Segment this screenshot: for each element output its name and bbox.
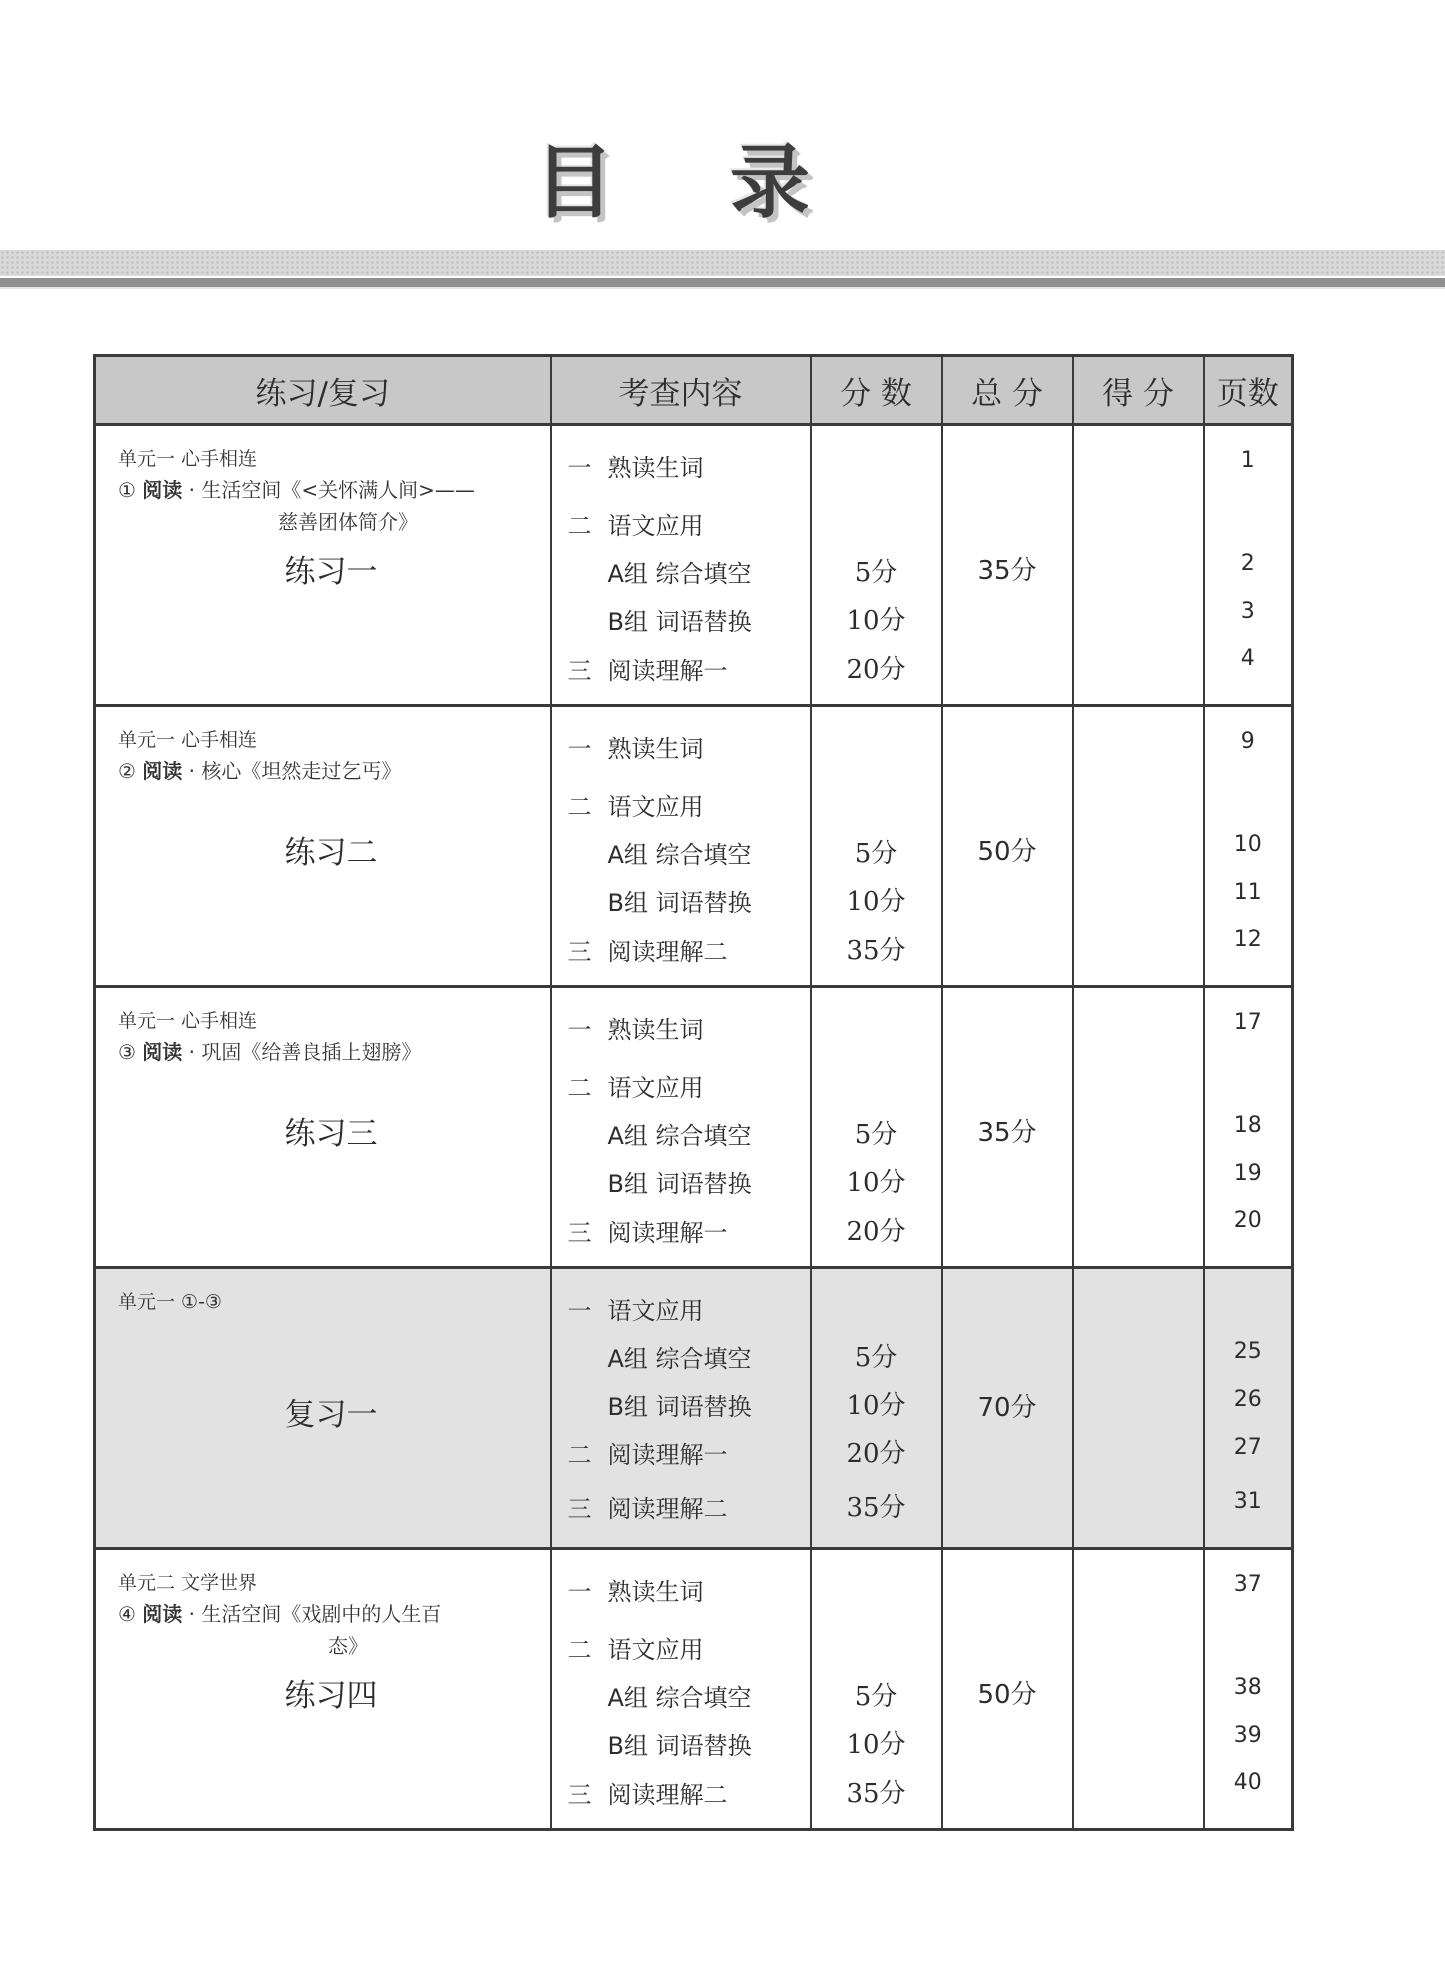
practice-cell (95, 425, 551, 706)
page-number: 11 (1233, 880, 1262, 905)
page-number: 1 (1240, 448, 1255, 473)
header-score: 分 数 (811, 356, 942, 425)
content-item (568, 1291, 704, 1326)
content-subitem: B组 词语替换 (607, 1393, 752, 1421)
page-number: 12 (1233, 927, 1262, 952)
content-item (568, 729, 704, 764)
page-number: 9 (1240, 729, 1255, 754)
item-score: 5分 (854, 1343, 898, 1373)
lesson-label (118, 1036, 538, 1068)
lesson-type: 阅读 (142, 1040, 183, 1064)
item-score: 10分 (846, 1730, 906, 1760)
lesson-title-continued: 态》 (328, 1634, 368, 1658)
total-cell (942, 987, 1073, 1268)
page-number: 26 (1233, 1387, 1262, 1412)
content-item-number: 三 (567, 1781, 592, 1809)
content-item-text: 语文应用 (607, 512, 704, 540)
content-item-number: 二 (567, 1441, 592, 1469)
lesson-label (118, 474, 538, 538)
content-item-number: 二 (567, 512, 592, 540)
content-item-number: 三 (567, 938, 592, 966)
total-cell (942, 1549, 1073, 1830)
content-item-text: 熟读生词 (607, 454, 704, 482)
total-cell (942, 1268, 1073, 1549)
item-score: 5分 (854, 1682, 898, 1712)
score-cell (811, 706, 942, 987)
table-row (95, 1549, 1293, 1830)
practice-cell (95, 1549, 551, 1830)
lesson-title: · 生活空间《<关怀满人间>—— (182, 478, 475, 502)
practice-name: 练习三 (284, 1116, 378, 1152)
content-subitem: A组 综合填空 (607, 560, 752, 588)
content-subitem: B组 词语替换 (607, 889, 752, 917)
item-score: 5分 (854, 1120, 898, 1150)
item-score: 35分 (846, 1493, 906, 1523)
lesson-label (118, 755, 538, 787)
header-page: 页数 (1204, 356, 1293, 425)
content-item-number: 三 (567, 657, 592, 685)
content-item (568, 1489, 728, 1524)
page-number: 18 (1233, 1113, 1262, 1138)
practice-name: 练习四 (284, 1678, 378, 1714)
page-cell (1204, 1268, 1293, 1549)
earned-cell (1073, 1268, 1204, 1549)
content-cell (551, 706, 811, 987)
lesson-label (118, 1598, 538, 1662)
practice-cell (95, 987, 551, 1268)
total-cell (942, 706, 1073, 987)
content-item-number: 三 (567, 1495, 592, 1523)
item-score: 20分 (846, 655, 906, 685)
lesson-type: 阅读 (142, 478, 183, 502)
table-header-row (95, 356, 1293, 425)
page-number: 39 (1233, 1723, 1262, 1748)
content-item (568, 1630, 704, 1665)
page-cell (1204, 706, 1293, 987)
lesson-type: 阅读 (142, 759, 183, 783)
lesson-title: · 核心《坦然走过乞丐》 (182, 759, 402, 783)
page-cell (1204, 987, 1293, 1268)
content-item-text: 熟读生词 (607, 735, 704, 763)
content-item-number: 一 (567, 1016, 592, 1044)
table-row (95, 425, 1293, 706)
content-item (568, 506, 704, 541)
content-item (568, 651, 728, 686)
page-number: 17 (1233, 1010, 1262, 1035)
content-item (568, 1010, 704, 1045)
content-item-text: 语文应用 (607, 1636, 704, 1664)
practice-cell (95, 706, 551, 987)
page-cell (1204, 425, 1293, 706)
content-subitem: A组 综合填空 (607, 1684, 752, 1712)
header-content: 考查内容 (551, 356, 811, 425)
lesson-number: ③ (118, 1040, 136, 1064)
lesson-type: 阅读 (142, 1602, 183, 1626)
item-score: 10分 (846, 1391, 906, 1421)
content-item-number: 二 (567, 793, 592, 821)
page-number: 19 (1233, 1161, 1262, 1186)
content-item-text: 阅读理解二 (607, 1781, 728, 1809)
lesson-number: ① (118, 478, 136, 502)
content-item (568, 1435, 728, 1470)
table-row (95, 1268, 1293, 1549)
item-score: 35分 (846, 936, 906, 966)
item-score: 20分 (846, 1217, 906, 1247)
item-score: 20分 (846, 1439, 906, 1469)
score-cell (811, 1549, 942, 1830)
page-number: 38 (1233, 1675, 1262, 1700)
content-item-number: 二 (567, 1074, 592, 1102)
content-item-text: 语文应用 (607, 1074, 704, 1102)
header-band-line-light (0, 287, 1445, 289)
total-score: 50分 (977, 1680, 1037, 1710)
page-number: 40 (1233, 1770, 1262, 1795)
score-cell (811, 425, 942, 706)
content-item-number: 一 (567, 1297, 592, 1325)
table-row (95, 987, 1293, 1268)
content-subitem: A组 综合填空 (607, 841, 752, 869)
lesson-title-continued: 慈善团体简介》 (278, 510, 418, 534)
lesson-title: · 巩固《给善良插上翅膀》 (182, 1040, 422, 1064)
content-item-number: 一 (567, 1578, 592, 1606)
unit-label: 单元一 心手相连 (118, 729, 258, 751)
content-item (568, 932, 728, 967)
content-item (568, 787, 704, 822)
content-item-text: 熟读生词 (607, 1016, 704, 1044)
earned-cell (1073, 706, 1204, 987)
lesson-number: ② (118, 759, 136, 783)
content-item-text: 阅读理解一 (607, 657, 728, 685)
content-cell (551, 987, 811, 1268)
content-item-number: 二 (567, 1636, 592, 1664)
item-score: 10分 (846, 606, 906, 636)
practice-cell (95, 1268, 551, 1549)
content-cell (551, 1549, 811, 1830)
content-item-text: 阅读理解二 (607, 1495, 728, 1523)
content-subitem: A组 综合填空 (607, 1122, 752, 1150)
content-item-number: 一 (567, 735, 592, 763)
page-number: 2 (1240, 551, 1255, 576)
content-subitem: B组 词语替换 (607, 1170, 752, 1198)
contents-table (93, 354, 1294, 1831)
page-number: 27 (1233, 1435, 1262, 1460)
table-row (95, 706, 1293, 987)
unit-label: 单元一 ①-③ (118, 1291, 222, 1313)
lesson-title: · 生活空间《戏剧中的人生百 (182, 1602, 442, 1626)
header-band (0, 250, 1445, 276)
content-item-text: 熟读生词 (607, 1578, 704, 1606)
content-cell (551, 1268, 811, 1549)
content-subitem: B组 词语替换 (607, 1732, 752, 1760)
score-cell (811, 1268, 942, 1549)
total-score: 50分 (977, 837, 1037, 867)
page-number: 37 (1233, 1572, 1262, 1597)
header-practice: 练习/复习 (95, 356, 551, 425)
content-item-text: 语文应用 (607, 793, 704, 821)
item-score: 5分 (854, 558, 898, 588)
page-number: 10 (1233, 832, 1262, 857)
content-item (568, 1213, 728, 1248)
lesson-number: ④ (118, 1602, 136, 1626)
score-cell (811, 987, 942, 1268)
item-score: 35分 (846, 1779, 906, 1809)
content-cell (551, 425, 811, 706)
page-number: 4 (1240, 646, 1255, 671)
content-item (568, 1068, 704, 1103)
total-score: 70分 (977, 1393, 1037, 1423)
header-band-line (0, 278, 1445, 287)
page-number: 3 (1240, 599, 1255, 624)
content-subitem: B组 词语替换 (607, 608, 752, 636)
content-item-number: 一 (567, 454, 592, 482)
earned-cell (1073, 987, 1204, 1268)
content-item-number: 三 (567, 1219, 592, 1247)
practice-name: 复习一 (284, 1397, 378, 1433)
page-number: 20 (1233, 1208, 1262, 1233)
page-title: 目 录 (534, 136, 854, 229)
header-earned: 得 分 (1073, 356, 1204, 425)
content-item-text: 阅读理解一 (607, 1219, 728, 1247)
unit-label: 单元一 心手相连 (118, 448, 258, 470)
total-cell (942, 425, 1073, 706)
page-number: 25 (1233, 1339, 1262, 1364)
item-score: 10分 (846, 1168, 906, 1198)
item-score: 5分 (854, 839, 898, 869)
table-body (95, 425, 1293, 1830)
content-subitem: A组 综合填空 (607, 1345, 752, 1373)
content-item (568, 448, 704, 483)
page-cell (1204, 1549, 1293, 1830)
earned-cell (1073, 1549, 1204, 1830)
total-score: 35分 (977, 556, 1037, 586)
page-number: 31 (1233, 1489, 1262, 1514)
content-item-text: 语文应用 (607, 1297, 704, 1325)
content-item (568, 1572, 704, 1607)
content-item-text: 阅读理解一 (607, 1441, 728, 1469)
unit-label: 单元二 文学世界 (118, 1572, 258, 1594)
practice-name: 练习二 (284, 835, 378, 871)
header-total: 总 分 (942, 356, 1073, 425)
content-item (568, 1775, 728, 1810)
unit-label: 单元一 心手相连 (118, 1010, 258, 1032)
total-score: 35分 (977, 1118, 1037, 1148)
practice-name: 练习一 (284, 554, 378, 590)
content-item-text: 阅读理解二 (607, 938, 728, 966)
item-score: 10分 (846, 887, 906, 917)
earned-cell (1073, 425, 1204, 706)
